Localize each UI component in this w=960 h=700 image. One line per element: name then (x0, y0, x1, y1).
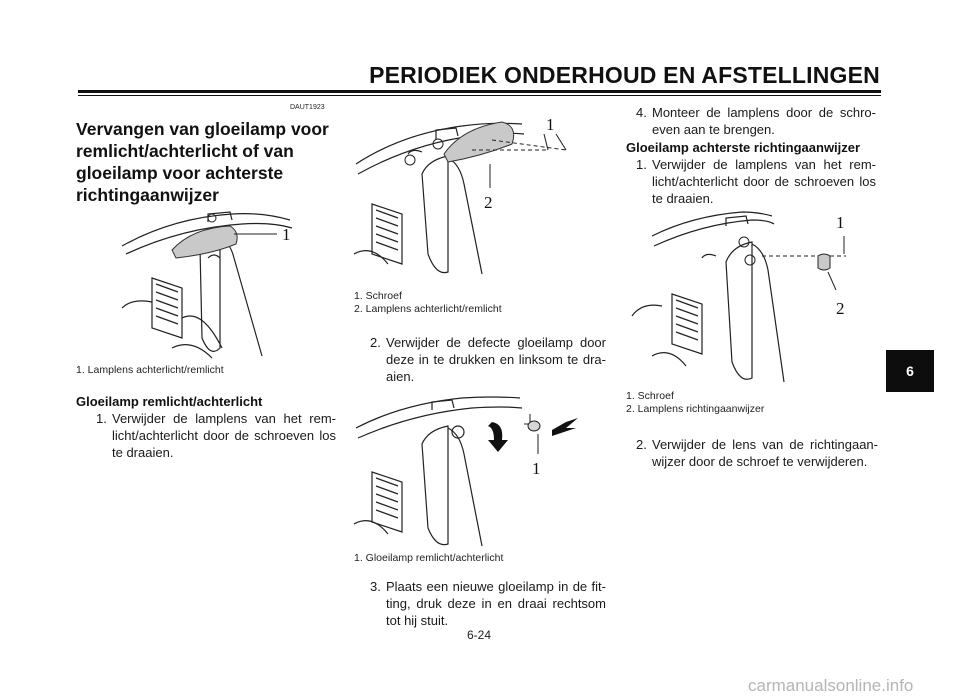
subheading-brake-light: Gloeilamp remlicht/achterlicht (76, 394, 263, 409)
step-number: 4. (636, 105, 647, 120)
step-text: Verwijder de lamplens van het remlicht/achterlicht door de schroeven los te draaien. (652, 157, 876, 206)
figure-label: 1 (282, 225, 291, 244)
chapter-tab (886, 350, 934, 392)
figure-caption: 1. Lamplens achterlicht/remlicht (76, 364, 224, 376)
figure-label: 1 (532, 459, 541, 478)
step-text: Monteer de lamplens door de schroeven aan te brengen. (652, 105, 876, 137)
page-number: 6-24 (467, 628, 492, 642)
step-number: 1. (96, 411, 107, 426)
step-number: 2. (370, 335, 381, 350)
figure-turn-signal (622, 206, 862, 386)
step-item (636, 436, 878, 470)
step-text: Verwijder de lamplens van het remlicht/achterlicht door de schroeven los te draaien. (112, 411, 336, 460)
watermark-text: carmanualsonline.info (748, 676, 914, 695)
step-item (636, 104, 876, 138)
figure-label: 1 (546, 115, 555, 134)
page-header-title: PERIODIEK ONDERHOUD EN AFSTELLINGEN (369, 62, 880, 88)
section-title: Vervangen van gloeilamp voor remlicht/achterlicht of van gloeilamp voor achterste richtingaanwijzer (76, 119, 329, 205)
step-item (370, 578, 606, 629)
figure-label: 2 (484, 193, 493, 212)
step-item (636, 156, 876, 207)
figure-label: 1 (836, 213, 845, 232)
step-item (96, 410, 336, 461)
step-number: 2. (636, 437, 647, 452)
header-rule (78, 90, 881, 93)
subheading-turn-signal: Gloeilamp achterste richtingaanwijzer (626, 140, 861, 155)
figure-caption: 1. Schroef 2. Lamplens richtingaanwijzer (626, 390, 765, 415)
chapter-tab-label: 6 (906, 363, 914, 379)
step-number: 1. (636, 157, 647, 172)
figure-bulb (352, 388, 592, 548)
step-number: 3. (370, 579, 381, 594)
step-text: Plaats een nieuwe gloeilamp in de fitting, druk deze in en draai rechtsom tot hij stuit. (386, 579, 606, 628)
step-text: Verwijder de defecte gloeilamp door deze in te drukken en linksom te draaien. (386, 335, 606, 384)
figure-caption: 1. Gloeilamp remlicht/achterlicht (354, 552, 504, 564)
step-text: Verwijder de lens van de richtingaanwijzer door de schroef te verwijderen. (652, 437, 878, 469)
figure-rear-lens (112, 198, 330, 360)
figure-label: 2 (836, 299, 845, 318)
header-rule-thin (78, 95, 881, 96)
doc-code: DAUT1923 (290, 104, 325, 111)
step-item (370, 334, 606, 385)
figure-caption: 1. Schroef 2. Lamplens achterlicht/remlicht (354, 290, 502, 315)
figure-screw-lens (352, 104, 592, 276)
